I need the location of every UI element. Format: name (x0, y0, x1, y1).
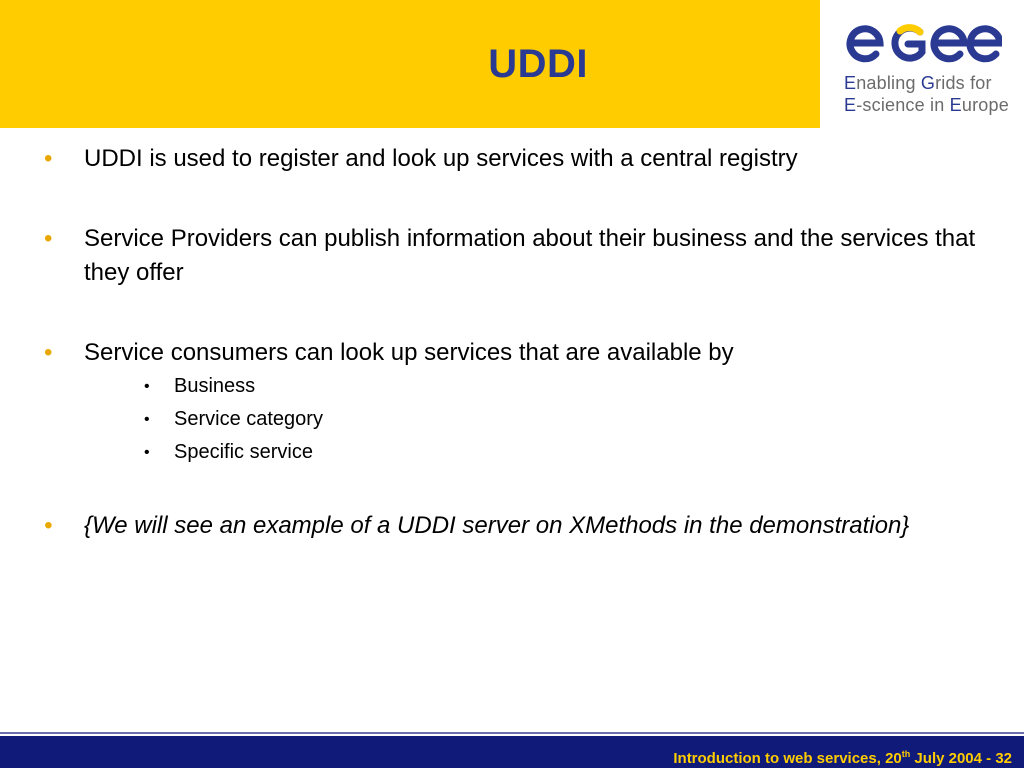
bullet-item (44, 336, 994, 370)
egee-logo (820, 0, 1024, 128)
sub-bullet-dot-icon: • (144, 411, 150, 428)
footer-text: Introduction to web services, 20th July 2004 - 32 (673, 749, 1012, 767)
bullet-item (44, 509, 994, 543)
bullet-dot-icon: • (44, 339, 53, 366)
sub-bullet-text: Specific service (174, 441, 313, 463)
bullet-dot-icon: • (44, 145, 53, 172)
bullet-item (44, 142, 994, 176)
bullet-text: Service consumers can look up services that are available by (84, 339, 734, 366)
egee-wordmark-icon (842, 18, 1002, 68)
bullet-text: {We will see an example of a UDDI server on XMethods in the demonstration} (84, 512, 910, 539)
footer-bar (0, 736, 1024, 768)
sub-bullet-dot-icon: • (144, 378, 150, 395)
egee-tagline: Enabling Grids for E-science in Europe (844, 73, 1009, 115)
bullet-text: UDDI is used to register and look up services with a central registry (84, 145, 798, 172)
footer-divider (0, 732, 1024, 734)
sub-bullet-text: Business (174, 375, 256, 397)
sub-bullet-text: Service category (174, 408, 323, 430)
sub-bullet-list (44, 370, 994, 469)
bullet-dot-icon: • (44, 512, 53, 539)
header-band (0, 0, 820, 128)
sub-bullet-item (44, 403, 994, 436)
slide-content (44, 142, 994, 543)
bullet-item (44, 222, 994, 290)
bullet-dot-icon: • (44, 225, 53, 252)
slide-title: UDDI (488, 42, 588, 86)
sub-bullet-dot-icon: • (144, 444, 150, 461)
sub-bullet-item (44, 370, 994, 403)
sub-bullet-item (44, 436, 994, 469)
bullet-text: Service Providers can publish information about their business and the services that they offer (84, 225, 976, 286)
